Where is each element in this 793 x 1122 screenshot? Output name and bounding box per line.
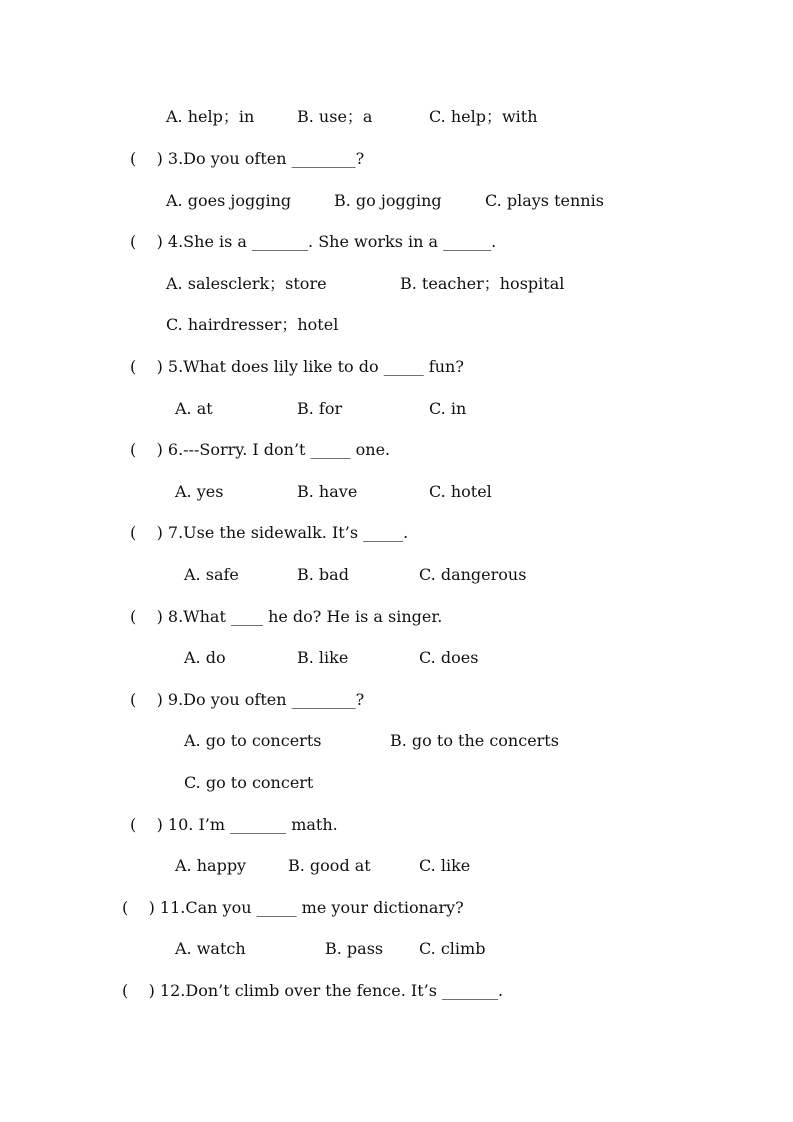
option-a[interactable]: A. watch [175,939,246,958]
option-b[interactable]: B. bad [297,565,349,584]
option-a[interactable]: A. salesclerk；store [166,274,327,293]
option-a[interactable]: A. help；in [166,107,255,126]
option-c[interactable]: C. does [419,648,479,667]
option-a[interactable]: A. goes jogging [166,191,292,210]
question-5: ( ) 5.What does lily like to do _____ fun? [130,357,464,376]
option-c[interactable]: C. go to concert [184,773,314,792]
option-b[interactable]: B. teacher；hospital [400,274,565,293]
option-b[interactable]: B. have [297,482,358,501]
option-b[interactable]: B. good at [288,856,371,875]
option-b[interactable]: B. use；a [297,107,373,126]
question-9: ( ) 9.Do you often ________? [130,690,365,709]
option-c[interactable]: C. in [429,399,467,418]
option-a[interactable]: A. at [175,399,213,418]
option-a[interactable]: A. happy [175,856,247,875]
question-4: ( ) 4.She is a _______. She works in a ______. [130,232,497,251]
question-3: ( ) 3.Do you often ________? [130,149,365,168]
option-a[interactable]: A. yes [175,482,224,501]
option-b[interactable]: B. go jogging [334,191,442,210]
option-b[interactable]: B. for [297,399,343,418]
option-c[interactable]: C. plays tennis [485,191,604,210]
option-a[interactable]: A. do [184,648,226,667]
option-c[interactable]: C. like [419,856,471,875]
question-10: ( ) 10. I’m _______ math. [130,815,338,834]
option-b[interactable]: B. like [297,648,349,667]
question-12: ( ) 12.Don’t climb over the fence. It’s _______. [122,981,504,1000]
option-a[interactable]: A. safe [184,565,239,584]
question-11: ( ) 11.Can you _____ me your dictionary? [122,898,464,917]
option-c[interactable]: C. climb [419,939,486,958]
option-b[interactable]: B. pass [325,939,384,958]
question-8: ( ) 8.What ____ he do? He is a singer. [130,607,443,626]
option-c[interactable]: C. hairdresser；hotel [166,315,339,334]
option-c[interactable]: C. help；with [429,107,538,126]
question-6: ( ) 6.---Sorry. I don’t _____ one. [130,440,391,459]
question-7: ( ) 7.Use the sidewalk. It’s _____. [130,523,409,542]
option-c[interactable]: C. dangerous [419,565,527,584]
option-b[interactable]: B. go to the concerts [390,731,559,750]
option-c[interactable]: C. hotel [429,482,492,501]
option-a[interactable]: A. go to concerts [184,731,322,750]
